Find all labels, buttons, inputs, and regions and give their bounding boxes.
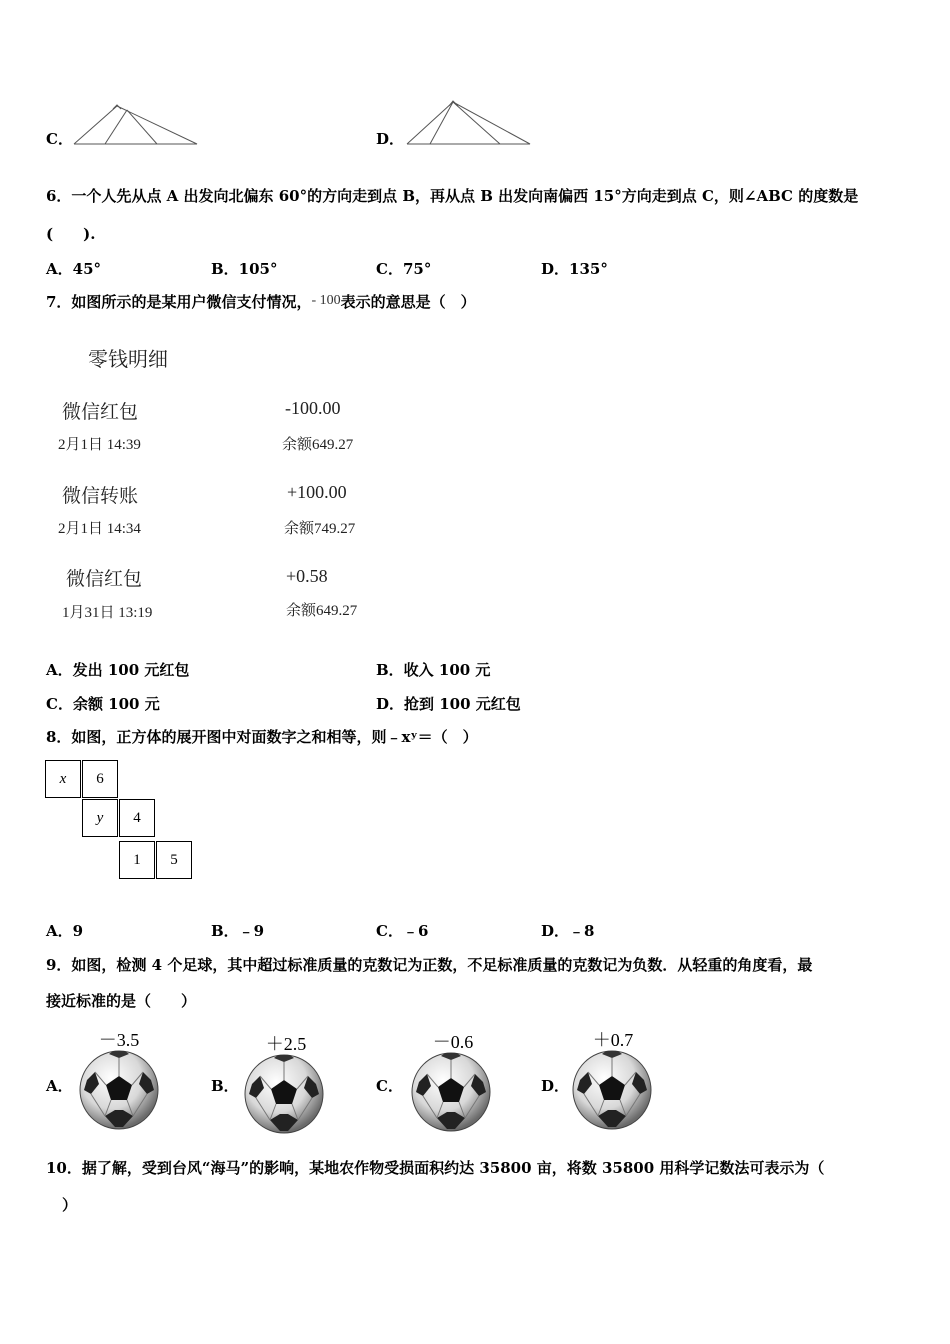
q9-option-d-label: D． bbox=[541, 1077, 570, 1095]
q6-text-line1: 6．一个人先从点 A 出发向北偏东 60°的方向走到点 B，再从点 B 出发向南偏西 15°方向走到点 C，则∠ABC 的度数是 bbox=[46, 187, 859, 205]
q9-text-line2: 接近标准的是（ ） bbox=[46, 992, 197, 1010]
q5-option-d-figure bbox=[405, 98, 535, 150]
cube-net-cell-4: 4 bbox=[119, 799, 155, 837]
cube-net-cell-y: y bbox=[82, 799, 118, 837]
record-1-amount: -100.00 bbox=[285, 398, 341, 418]
q5-option-c-figure bbox=[72, 100, 202, 150]
q8-text: 8．如图，正方体的展开图中对面数字之和相等，则﹣xʸ＝（ ） bbox=[46, 728, 478, 746]
record-3-name: 微信红包 bbox=[66, 568, 143, 590]
q8-option-a: A．9 bbox=[46, 922, 84, 940]
wallet-title: 零钱明细 bbox=[88, 347, 168, 371]
q9-ball-c-value: －0.6 bbox=[432, 1032, 474, 1052]
record-3-amount: +0.58 bbox=[286, 566, 328, 586]
q9-text-line1: 9．如图，检测 4 个足球，其中超过标准质量的克数记为正数，不足标准质量的克数记为负数．从轻重的角度看，最 bbox=[46, 956, 813, 974]
cube-net bbox=[45, 760, 195, 882]
q6-option-d: D．135° bbox=[541, 260, 608, 278]
soccer-ball-icon bbox=[411, 1052, 491, 1132]
q7-option-a: A．发出 100 元红包 bbox=[46, 661, 190, 679]
q7-option-d: D．抢到 100 元红包 bbox=[376, 695, 521, 713]
q9-option-b-label: B． bbox=[211, 1077, 239, 1095]
q10-text-line2: ） bbox=[62, 1196, 78, 1214]
q10-text-line1: 10．据了解，受到台风“海马”的影响，某地农作物受损面积约达 35800 亩，将数 35800 用科学记数法可表示为（ bbox=[46, 1159, 825, 1177]
soccer-ball-icon bbox=[244, 1054, 324, 1134]
record-1-time: 2月1日 14:39 bbox=[58, 437, 141, 453]
record-2-time: 2月1日 14:34 bbox=[58, 521, 141, 537]
q9-option-a-label: A． bbox=[46, 1077, 73, 1095]
record-2-balance: 余额749.27 bbox=[284, 521, 356, 537]
record-3-time: 1月31日 13:19 bbox=[62, 605, 153, 621]
record-2-amount: +100.00 bbox=[287, 482, 347, 502]
soccer-ball-icon bbox=[572, 1050, 652, 1130]
q6-text-line2: ( ). bbox=[46, 225, 96, 243]
record-3-balance: 余额649.27 bbox=[286, 603, 358, 619]
record-1-balance: 余额649.27 bbox=[282, 437, 354, 453]
q7-inline-value: - 100 bbox=[311, 293, 341, 308]
q6-option-b: B．105° bbox=[211, 260, 278, 278]
q7-text bbox=[46, 292, 476, 314]
q6-option-a: A．45° bbox=[46, 260, 102, 278]
q6-option-c: C．75° bbox=[376, 260, 432, 278]
record-2-name: 微信转账 bbox=[62, 485, 139, 507]
q8-option-b: B．﹣9 bbox=[211, 922, 265, 940]
q9-ball-d-value: ＋0.7 bbox=[592, 1030, 634, 1050]
q7-option-c: C．余额 100 元 bbox=[46, 695, 160, 713]
cube-net-cell-x: x bbox=[45, 760, 81, 798]
q7-option-b: B．收入 100 元 bbox=[376, 661, 491, 679]
q9-ball-a-value: －3.5 bbox=[98, 1030, 140, 1050]
cube-net-cell-1: 1 bbox=[119, 841, 155, 879]
q7-prefix: 7．如图所示的是某用户微信支付情况， bbox=[46, 293, 312, 311]
q8-option-d: D．﹣8 bbox=[541, 922, 595, 940]
q9-ball-b-value: ＋2.5 bbox=[265, 1034, 307, 1054]
q7-suffix: 表示的意思是（ ） bbox=[340, 293, 476, 311]
cube-net-cell-6: 6 bbox=[82, 760, 118, 798]
cube-net-cell-5: 5 bbox=[156, 841, 192, 879]
q5-option-c-label: C． bbox=[46, 130, 73, 148]
record-1-name: 微信红包 bbox=[62, 401, 139, 423]
soccer-ball-icon bbox=[79, 1050, 159, 1130]
q8-option-c: C．﹣6 bbox=[376, 922, 429, 940]
q9-option-c-label: C． bbox=[376, 1077, 403, 1095]
q5-option-d-label: D． bbox=[376, 130, 405, 148]
